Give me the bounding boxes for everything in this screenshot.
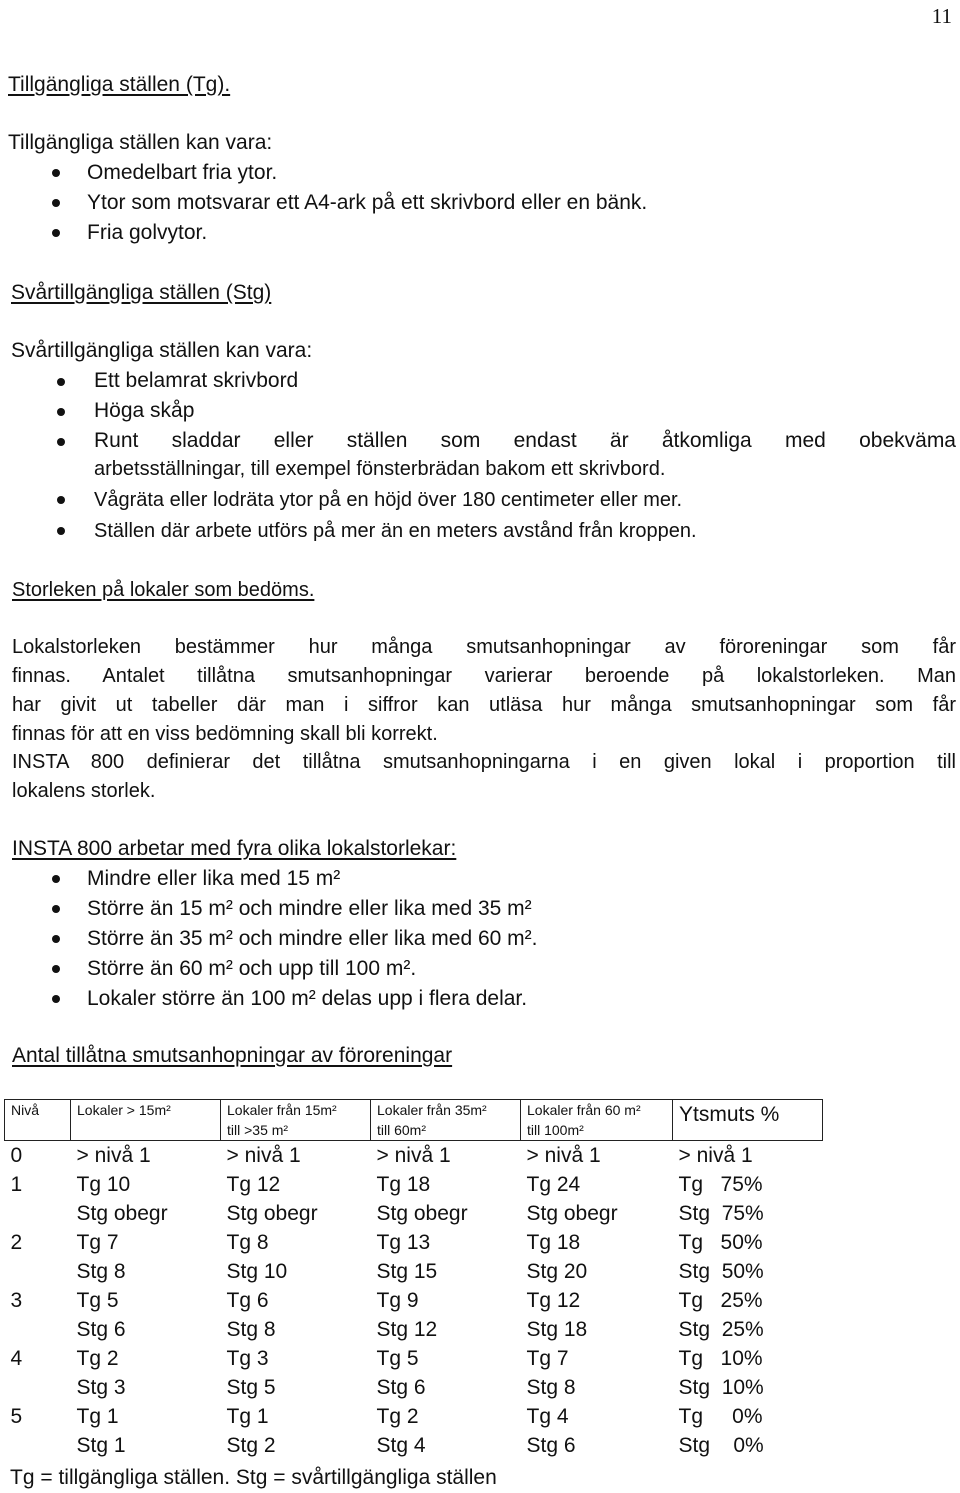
table-row [5,1141,823,1171]
paragraph-line: INSTA 800 definierar det tillåtna smutsanhopningarna i en given lokal i proportion till [12,751,956,773]
paragraph-line: lokalens storlek. [12,780,156,802]
table-cell: Tg 7 Stg 8 [76,1231,126,1283]
list-item: Ett belamrat skrivbord [94,369,299,392]
table-cell: Tg 75% Stg 75% [678,1173,764,1225]
bullet-icon [52,905,60,913]
bullet-icon [52,965,60,973]
list-item: Vågräta eller lodräta ytor på en höjd över 180 centimeter eller mer. [94,489,683,511]
table-cell: Tg 0% Stg 0% [678,1405,764,1457]
table-header-row [5,1100,823,1141]
bullet-icon [57,408,65,416]
table-cell: Tg 7 Stg 8 [526,1347,576,1399]
bullet-icon [57,378,65,386]
bullet-icon [57,527,65,535]
table-cell: > nivå 1 [673,1141,823,1171]
table-row [5,1170,823,1228]
table-row [5,1344,823,1402]
table-header-cell: Lokaler > 15m² [71,1100,221,1141]
list-item-continuation: arbetsställningar, till exempel fönsterbrädan bakom ett skrivbord. [94,458,666,480]
table-cell: Tg 6 Stg 8 [226,1289,276,1341]
table-header-cell: Ytsmuts % [673,1100,823,1141]
list-item: Ställen där arbete utförs på mer än en meters avstånd från kroppen. [94,520,697,542]
list-item: Större än 15 m² och mindre eller lika med 35 m² [87,897,532,920]
table-row [5,1402,823,1460]
table-cell: 5 [10,1405,23,1428]
table-cell: Tg 10% Stg 10% [678,1347,764,1399]
table-header-cell: Lokaler från 35m² till 60m² [371,1100,521,1141]
table-cell: Tg 25% Stg 25% [678,1289,764,1341]
table-cell: Tg 3 Stg 5 [226,1347,276,1399]
table-cell: Tg 50% Stg 50% [678,1231,764,1283]
table-cell: Tg 24 Stg obegr [526,1173,618,1225]
table-cell: Tg 12 Stg obegr [226,1173,318,1225]
pollution-table [4,1099,823,1460]
table-row [5,1286,823,1344]
heading-tillgangliga: Tillgängliga ställen (Tg). [8,73,231,96]
table-cell: 0 [5,1141,71,1171]
page-number: 11 [931,4,952,28]
table-cell: Tg 2 Stg 4 [376,1405,426,1457]
paragraph-line: finnas för att en viss bedömning skall bli korrekt. [12,723,438,745]
intro-svartillgangliga: Svårtillgängliga ställen kan vara: [11,339,313,362]
list-item: Lokaler större än 100 m² delas upp i flera delar. [87,987,528,1010]
table-cell: Tg 5 Stg 6 [76,1289,126,1341]
table-cell: Tg 5 Stg 6 [376,1347,426,1399]
table-cell: Tg 1 Stg 2 [226,1405,276,1457]
bullet-icon [52,199,60,207]
table-cell: Tg 13 Stg 15 [376,1231,438,1283]
table-cell: > nivå 1 [71,1141,221,1171]
table-cell: > nivå 1 [221,1141,371,1171]
list-item: Höga skåp [94,399,195,422]
table-cell: Tg 9 Stg 12 [376,1289,438,1341]
table-cell: 3 [10,1289,23,1312]
bullet-icon [52,875,60,883]
paragraph-line: har givit ut tabeller där man i siffror kan utläsa hur många smutsanhopningar som får [12,694,956,716]
bullet-icon [52,229,60,237]
intro-tillgangliga: Tillgängliga ställen kan vara: [8,131,273,154]
table-cell: > nivå 1 [521,1141,673,1171]
table-cell: Tg 12 Stg 18 [526,1289,588,1341]
heading-svartillgangliga: Svårtillgängliga ställen (Stg) [11,281,272,304]
list-item: Större än 60 m² och upp till 100 m². [87,957,417,980]
bullet-icon [52,935,60,943]
table-header-cell: Nivå [5,1100,71,1141]
table-cell: 4 [10,1347,23,1370]
list-item: Fria golvytor. [87,221,208,244]
table-cell: Tg 8 Stg 10 [226,1231,288,1283]
heading-lokalstorlekar: INSTA 800 arbetar med fyra olika lokalstorlekar: [12,837,457,860]
list-item: Runt sladdar eller ställen som endast är åtkomliga med obekväma [94,429,956,452]
paragraph-line: finnas. Antalet tillåtna smutsanhopningar varierar beroende på lokalstorleken. Man [12,665,956,687]
list-item: Omedelbart fria ytor. [87,161,278,184]
bullet-icon [57,496,65,504]
table-cell: Tg 1 Stg 1 [76,1405,126,1457]
heading-storleken: Storleken på lokaler som bedöms. [12,579,315,601]
table-row [5,1228,823,1286]
bullet-icon [52,169,60,177]
table-cell: Tg 4 Stg 6 [526,1405,576,1457]
table-cell: > nivå 1 [371,1141,521,1171]
table-cell: 1 [10,1173,23,1196]
list-item: Mindre eller lika med 15 m² [87,867,341,890]
heading-antal: Antal tillåtna smutsanhopningar av föroreningar [12,1044,453,1067]
paragraph-line: Lokalstorleken bestämmer hur många smutsanhopningar av föroreningar som får [12,636,956,658]
table-cell: Tg 10 Stg obegr [76,1173,168,1225]
table-cell: Tg 2 Stg 3 [76,1347,126,1399]
table-header-cell: Lokaler från 15m² till >35 m² [221,1100,371,1141]
bullet-icon [57,438,65,446]
list-item: Större än 35 m² och mindre eller lika med 60 m². [87,927,538,950]
table-cell: Tg 18 Stg 20 [526,1231,588,1283]
table-cell: 2 [10,1231,23,1254]
list-item: Ytor som motsvarar ett A4-ark på ett skrivbord eller en bänk. [87,191,648,214]
table-header-cell: Lokaler från 60 m² till 100m² [521,1100,673,1141]
table-footnote: Tg = tillgängliga ställen. Stg = svårtillgängliga ställen [10,1466,497,1489]
bullet-icon [52,995,60,1003]
table-cell: Tg 18 Stg obegr [376,1173,468,1225]
